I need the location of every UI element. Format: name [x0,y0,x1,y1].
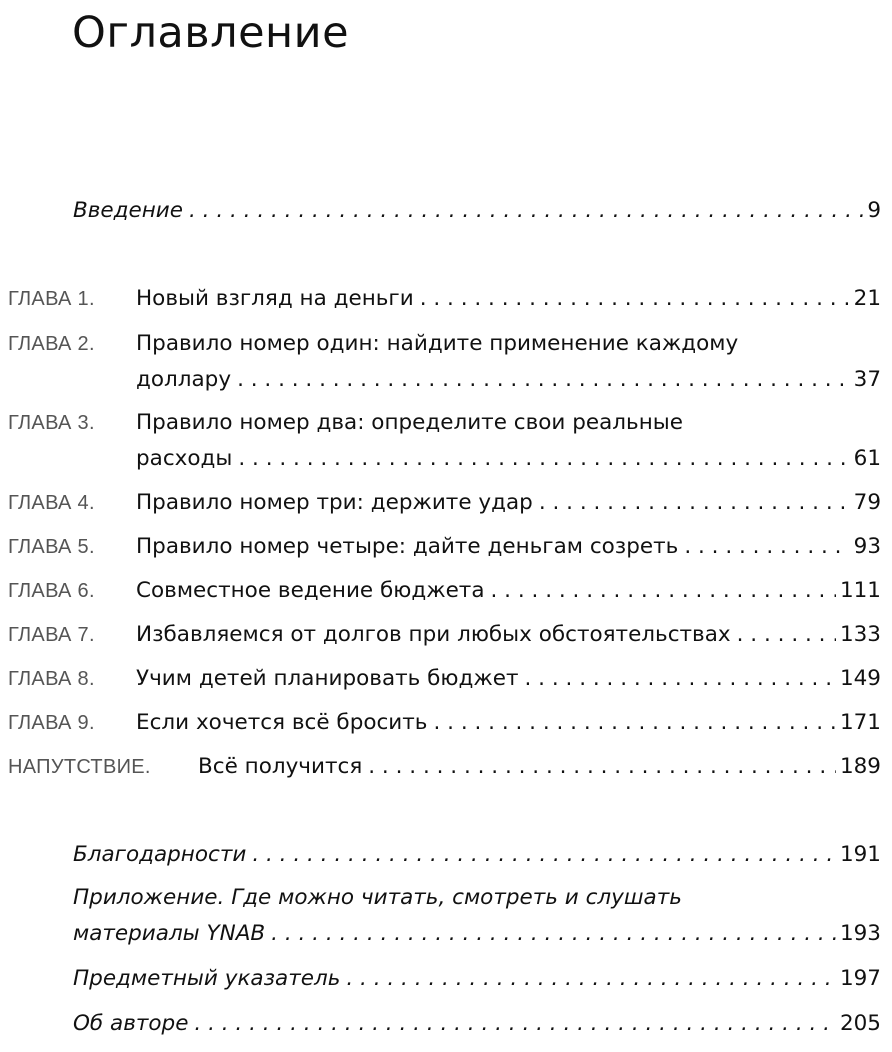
toc-entry-text: Приложение. Где можно читать, смотреть и слушать [73,885,682,910]
toc-entry-chapter-9[interactable] [0,705,881,741]
leader-dots [238,441,849,477]
leader-dots [237,362,850,398]
page-number: 133 [839,622,881,647]
leader-dots [491,573,836,609]
leader-dots [252,837,836,873]
toc-entry-text: Об авторе [73,1011,189,1036]
page-number: 111 [839,578,881,603]
leader-dots [684,529,849,565]
toc-entry-chapter-5[interactable] [0,529,881,565]
toc-entry-text: Правило номер один: найдите применение каждому [136,331,739,356]
toc-entry-text-continued: материалы YNAB [73,921,266,946]
leader-dots [433,705,835,741]
page-number: 93 [853,534,881,559]
page-title: Оглавление [72,8,350,58]
toc-entry-chapter-2[interactable] [0,326,881,398]
toc-entry-text: Правило номер три: держите удар [136,490,533,515]
page-number: 9 [867,198,881,223]
toc-entry-appendix[interactable] [0,880,881,952]
toc-entry-chapter-7[interactable] [0,617,881,653]
toc-entry-text: Правило номер четыре: дайте деньгам созреть [136,534,679,559]
chapter-label: ГЛАВА 6. [8,580,95,602]
toc-entry-intro[interactable] [0,193,881,229]
chapter-label: ГЛАВА 8. [8,668,95,690]
toc-entry-acknowledgements[interactable] [0,837,881,873]
toc-entry-index[interactable] [0,961,881,997]
leader-dots [525,661,836,697]
page-number: 197 [839,966,881,991]
leader-dots [271,916,836,952]
toc-entry-chapter-3[interactable] [0,405,881,477]
toc-entry-text: Благодарности [73,842,247,867]
toc-entry-text-continued: расходы [136,446,233,471]
toc-entry-about-author[interactable] [0,1006,881,1042]
toc-entry-text-continued: доллару [136,367,232,392]
toc-entry-text: Если хочется всё бросить [136,710,428,735]
leader-dots [189,193,863,229]
chapter-label: ГЛАВА 5. [8,536,95,558]
leader-dots [368,749,836,785]
toc-entry-text: Учим детей планировать бюджет [136,666,519,691]
toc-entry-afterword[interactable] [0,749,881,785]
page-number: 149 [839,666,881,691]
leader-dots [737,617,836,653]
leader-dots [420,281,850,317]
page-number: 205 [839,1011,881,1036]
chapter-label: ГЛАВА 1. [8,288,95,310]
toc-entry-chapter-4[interactable] [0,485,881,521]
chapter-label: ГЛАВА 9. [8,712,95,734]
toc-entry-chapter-1[interactable] [0,281,881,317]
chapter-label: ГЛАВА 2. [8,333,95,355]
toc-entry-text: Правило номер два: определите свои реальные [136,410,683,435]
leader-dots [194,1006,836,1042]
page-number: 21 [853,286,881,311]
page-number: 191 [839,842,881,867]
page-number: 79 [853,490,881,515]
toc-entry-chapter-6[interactable] [0,573,881,609]
page-number: 189 [839,754,881,779]
page-number: 193 [839,921,881,946]
chapter-label: ГЛАВА 7. [8,624,95,646]
leader-dots [346,961,836,997]
chapter-label: НАПУТСТВИЕ. [8,756,151,778]
toc-entry-text: Совместное ведение бюджета [136,578,485,603]
toc-entry-text: Предметный указатель [73,966,341,991]
page-number: 171 [839,710,881,735]
page-number: 61 [853,446,881,471]
toc-entry-chapter-8[interactable] [0,661,881,697]
chapter-label: ГЛАВА 3. [8,412,95,434]
chapter-label: ГЛАВА 4. [8,492,95,514]
toc-entry-text: Избавляемся от долгов при любых обстоятельствах [136,622,731,647]
leader-dots [539,485,850,521]
toc-entry-text: Всё получится [198,754,363,779]
toc-entry-text: Введение [73,198,183,223]
page-number: 37 [853,367,881,392]
toc-entry-text: Новый взгляд на деньги [136,286,414,311]
